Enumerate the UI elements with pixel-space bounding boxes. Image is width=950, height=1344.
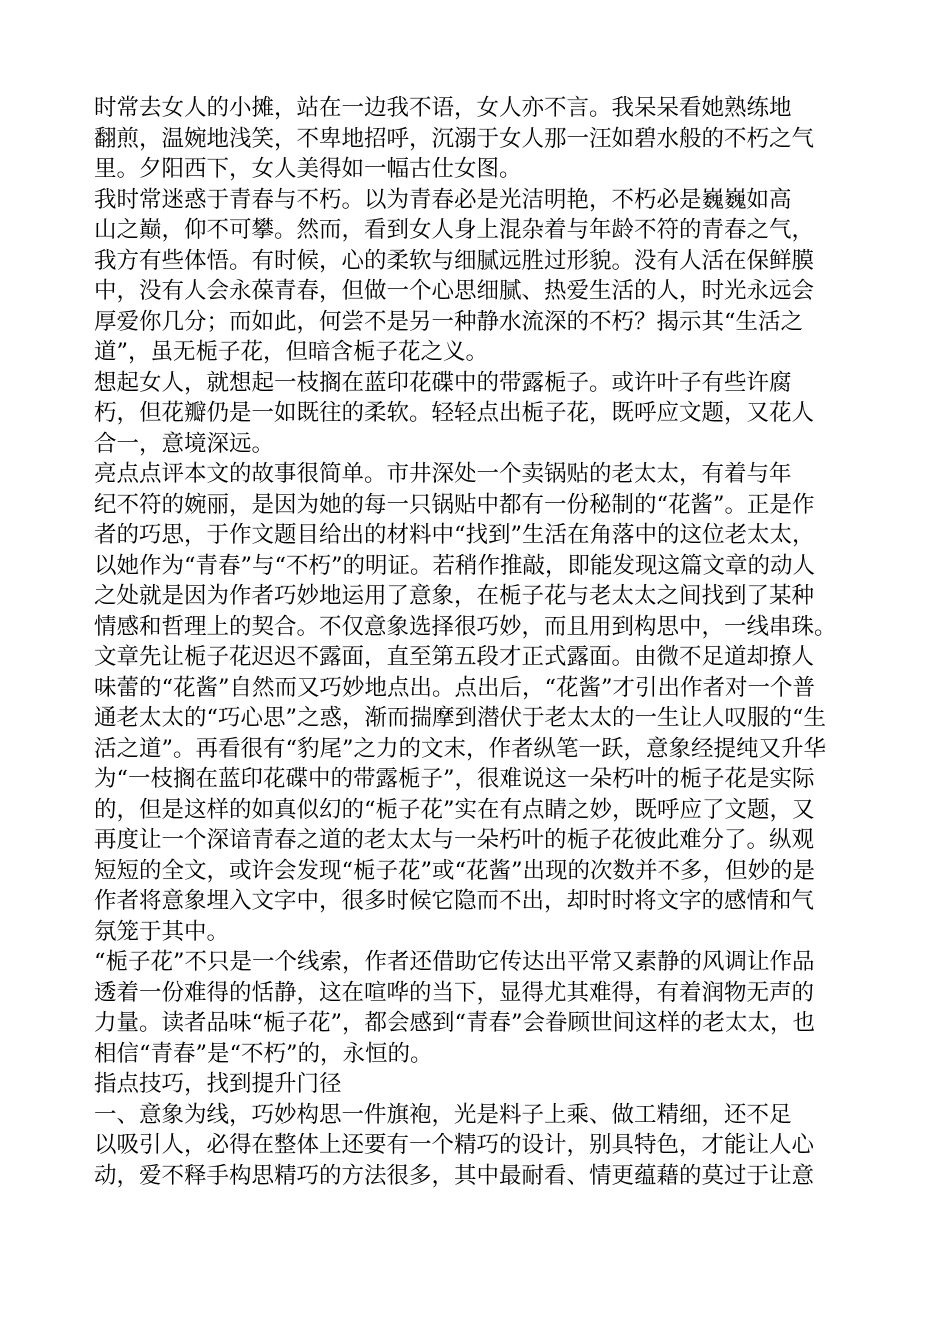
paragraph-1: 时常去女人的小摊，站在一边我不语，女人亦不言。我呆呆看她熟练地 翻煎，温婉地浅笑，不卑地招呼，沉溺于女人那一汪如碧水般的不朽之气 里。夕阳西下，女人美得如一幅古仕女图。 [94,95,815,182]
paragraph-2: 我时常迷惑于青春与不朽。以为青春必是光洁明艳，不朽必是巍巍如高 山之巅，仰不可攀。然而，看到女人身上混杂着与年龄不符的青春之气， 我方有些体悟。有时候，心的柔软与细腻远胜过形貌。没有人活在保鲜膜 中，没有人会永葆青春，但做一个心思细腻、热爱生活的人，时光永远会 厚爱你几分；而如此，何尝不是另一种静水流深的不朽？揭示其“生活之 道”，虽无栀子花，但暗含栀子花之义。 [94,186,815,365]
document-body [94,93,869,1191]
paragraph-3: 想起女人，就想起一枝搁在蓝印花碟中的带露栀子。或许叶子有些许腐 朽，但花瓣仍是一如既往的柔软。轻轻点出栀子花，既呼应文题，又花人 合一，意境深远。 [94,369,815,457]
paragraph-7: 一、意象为线，巧妙构思一件旗袍，光是料子上乘、做工精细，还不足 以吸引人，必得在整体上还要有一个精巧的设计，别具特色，才能让人心 动，爱不释手构思精巧的方法很多，其中最耐看、情更蕴藉的莫过于让意 [94,1101,815,1189]
section-heading: 指点技巧，找到提升门径 [94,1071,342,1097]
paragraph-commentary: 亮点点评本文的故事很简单。市井深处一个卖锅贴的老太太，有着与年 纪不符的婉丽，是因为她的每一只锅贴中都有一份秘制的“花酱”。正是作 者的巧思，于作文题目给出的材料中“找到”生活在角落中的这位老太太， 以她作为“青春”与“不朽”的明证。若稍作推敲，即能发现这篇文章的动人 之处就是因为作者巧妙地运用了意象，在栀子花与老太太之间找到了某种 情感和哲理上的契合。不仅意象选择很巧妙，而且用到构思中，一线串珠。 文章先让栀子花迟迟不露面，直至第五段才正式露面。由微不足道却撩人 味蕾的“花酱”自然而又巧妙地点出。点出后，“花酱”才引出作者对一个普 通老太太的“巧心思”之惑，渐而揣摩到潜伏于老太太的一生让人叹服的“生 活之道”。再看很有“豹尾”之力的文末，作者纵笔一跃，意象经提纯又升华 为“一枝搁在蓝印花碟中的带露栀子”，很难说这一朵朽叶的栀子花是实际 的，但是这样的如真似幻的“栀子花”实在有点睛之妙，既呼应了文题，又 再度让一个深谙青春之道的老太太与一朵朽叶的栀子花彼此难分了。纵观 短短的全文，或许会发现“栀子花”或“花酱”出现的次数并不多，但妙的是 作者将意象埋入文字中，很多时候它隐而不出，却时时将文字的感情和气 氛笼于其中。 [94,461,837,945]
paragraph-5: “栀子花”不只是一个线索，作者还借助它传达出平常又素静的风调让作品 透着一份难得的恬静，这在喧哗的当下，显得尤其难得，有着润物无声的 力量。读者品味“栀子花”，都会感到“青春”会眷顾世间这样的老太太，也 相信“青春”是“不朽”的，永恒的。 [94,949,816,1067]
